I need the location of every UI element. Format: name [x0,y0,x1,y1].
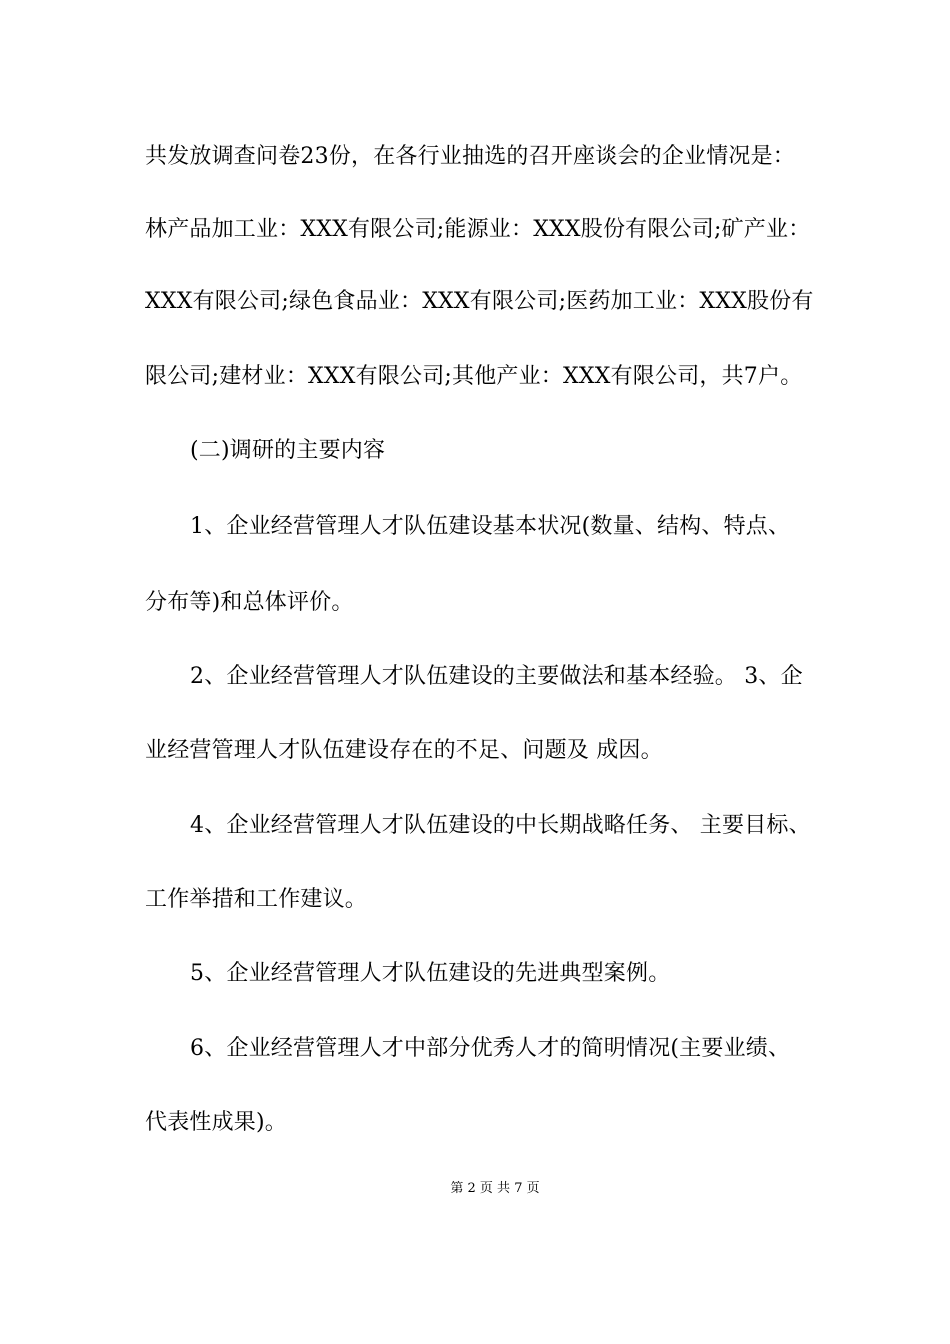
paragraph-line: XXX有限公司;绿色食品业：XXX有限公司;医药加工业：XXX股份有 [145,289,814,314]
paragraph-line: 2、企业经营管理人才队伍建设的主要做法和基本经验。 3、企 [190,664,803,689]
paragraph-line: 林产品加工业：XXX有限公司;能源业：XXX股份有限公司;矿产业： [145,217,811,242]
paragraph-line: 分布等)和总体评价。 [145,590,354,615]
paragraph-line: 业经营管理人才队伍建设存在的不足、问题及 成因。 [145,738,663,763]
paragraph-line: 工作举措和工作建议。 [145,887,368,912]
paragraph-line: 6、企业经营管理人才中部分优秀人才的简明情况(主要业绩、 [190,1036,791,1061]
section-heading: (二)调研的主要内容 [190,438,386,463]
paragraph-line: 共发放调查问卷23份，在各行业抽选的召开座谈会的企业情况是： [145,144,795,169]
paragraph-line: 4、企业经营管理人才队伍建设的中长期战略任务、 主要目标、 [190,813,811,838]
paragraph-line: 5、企业经营管理人才队伍建设的先进典型案例。 [190,961,671,986]
page-number-footer: 第 2 页 共 7 页 [450,1181,540,1196]
paragraph-line: 限公司;建材业：XXX有限公司;其他产业：XXX有限公司，共7户。 [145,364,803,389]
paragraph-line: 1、企业经营管理人才队伍建设基本状况(数量、结构、特点、 [190,514,791,539]
paragraph-line: 代表性成果)。 [145,1110,287,1135]
